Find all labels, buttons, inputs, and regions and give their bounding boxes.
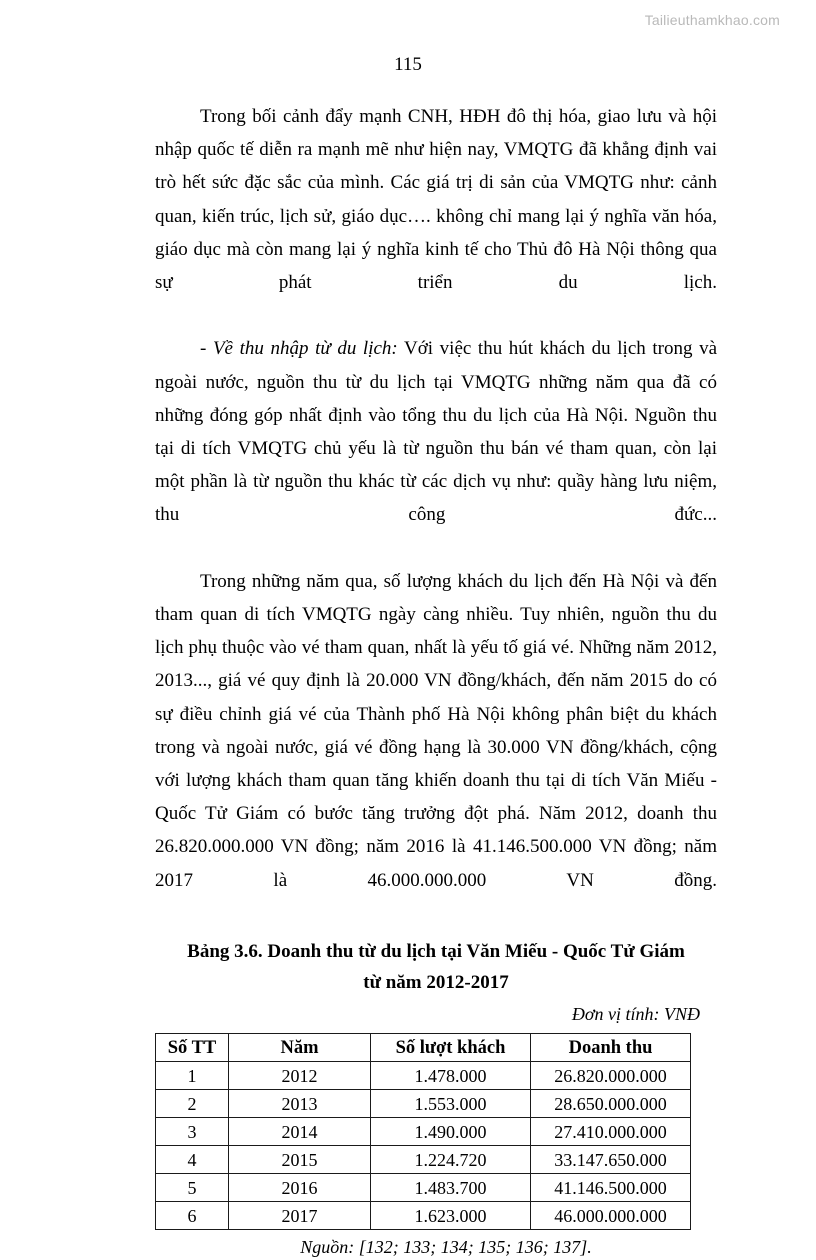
table-row (156, 1174, 691, 1202)
paragraph-2-italic-lead: Về thu nhập từ du lịch: (212, 338, 398, 360)
table-row (156, 1202, 691, 1230)
table-cell-revenue: 26.820.000.000 (531, 1062, 691, 1090)
table-cell-stt: 1 (156, 1062, 229, 1090)
table-caption-line-2: từ năm 2012-2017 (363, 972, 509, 994)
paragraph-2-dash: - (200, 338, 213, 360)
page-number: 115 (394, 54, 422, 75)
table-header-cell: Số TT (156, 1034, 229, 1062)
table-header-cell: Năm (229, 1034, 371, 1062)
table-caption (155, 936, 717, 998)
revenue-table (155, 1033, 691, 1230)
paragraph-3: Trong những năm qua, số lượng khách du lịch đến Hà Nội và đến tham quan di tích VMQTG ngày càng nhiều. Tuy nhiên, nguồn thu du lịch phụ thuộc vào vé tham quan, nhất là yếu tố giá vé. Những năm 2012, 2013..., giá vé quy định là 20.000 VN đồng/khách, đến năm 2015 do có sự điều chỉnh giá vé của Thành phố Hà Nội không phân biệt du khách trong và ngoài nước, giá vé đồng hạng là 30.000 VN đồng/khách, cộng với lượng khách tham quan tăng khiến doanh thu tại di tích Văn Miếu - Quốc Tử Giám có bước tăng trưởng đột phá. Năm 2012, doanh thu 26.820.000.000 VN đồng; năm 2016 là 41.146.500.000 VN đồng; năm 2017 là 46.000.000.000 VN đồng. (155, 570, 717, 891)
table-cell-revenue: 41.146.500.000 (531, 1174, 691, 1202)
table-cell-stt: 4 (156, 1146, 229, 1174)
table-row (156, 1090, 691, 1118)
table-cell-visitors: 1.553.000 (371, 1090, 531, 1118)
table-cell-year: 2013 (229, 1090, 371, 1118)
table-cell-year: 2014 (229, 1118, 371, 1146)
table-row (156, 1118, 691, 1146)
table-cell-year: 2017 (229, 1202, 371, 1230)
table-header-row (156, 1034, 691, 1062)
table-cell-visitors: 1.224.720 (371, 1146, 531, 1174)
table-caption-line-1: Bảng 3.6. Doanh thu từ du lịch tại Văn Miếu - Quốc Tử Giám (187, 941, 685, 963)
table-unit-note: Đơn vị tính: VNĐ (571, 1004, 700, 1025)
table-header-cell: Doanh thu (531, 1034, 691, 1062)
table-cell-visitors: 1.623.000 (371, 1202, 531, 1230)
table-cell-revenue: 33.147.650.000 (531, 1146, 691, 1174)
table-cell-revenue: 27.410.000.000 (531, 1118, 691, 1146)
paragraph-2 (155, 332, 717, 564)
table-cell-stt: 5 (156, 1174, 229, 1202)
table-cell-revenue: 28.650.000.000 (531, 1090, 691, 1118)
table-cell-stt: 2 (156, 1090, 229, 1118)
paragraph-2-body: Với việc thu hút khách du lịch trong và ngoài nước, nguồn thu từ du lịch tại VMQTG những năm qua đã có những đóng góp nhất định vào tổng thu du lịch của Hà Nội. Nguồn thu tại di tích VMQTG chủ yếu là từ nguồn thu bán vé tham quan, còn lại một phần là từ nguồn thu khác từ các dịch vụ như: quầy hàng lưu niệm, thu công đức... (155, 338, 717, 526)
watermark-text: Tailieuthamkhao.com (644, 12, 780, 28)
table-cell-visitors: 1.483.700 (371, 1174, 531, 1202)
table-cell-visitors: 1.490.000 (371, 1118, 531, 1146)
table-header-cell: Số lượt khách (371, 1034, 531, 1062)
table-row (156, 1062, 691, 1090)
table-cell-year: 2015 (229, 1146, 371, 1174)
table-cell-year: 2012 (229, 1062, 371, 1090)
table-cell-revenue: 46.000.000.000 (531, 1202, 691, 1230)
table-cell-stt: 3 (156, 1118, 229, 1146)
table-cell-stt: 6 (156, 1202, 229, 1230)
page-content (155, 100, 717, 1260)
table-cell-visitors: 1.478.000 (371, 1062, 531, 1090)
table-row (156, 1146, 691, 1174)
paragraph-1: Trong bối cảnh đẩy mạnh CNH, HĐH đô thị hóa, giao lưu và hội nhập quốc tế diễn ra mạnh mẽ như hiện nay, VMQTG đã khẳng định vai trò hết sức đặc sắc của mình. Các giá trị di sản của VMQTG như: cảnh quan, kiến trúc, lịch sử, giáo dục…. không chỉ mang lại ý nghĩa văn hóa, giáo dục mà còn mang lại ý nghĩa kinh tế cho Thủ đô Hà Nội thông qua sự phát triển du lịch. (155, 106, 717, 294)
table-source-note: Nguồn: [132; 133; 134; 135; 136; 137]. (300, 1237, 592, 1258)
table-cell-year: 2016 (229, 1174, 371, 1202)
